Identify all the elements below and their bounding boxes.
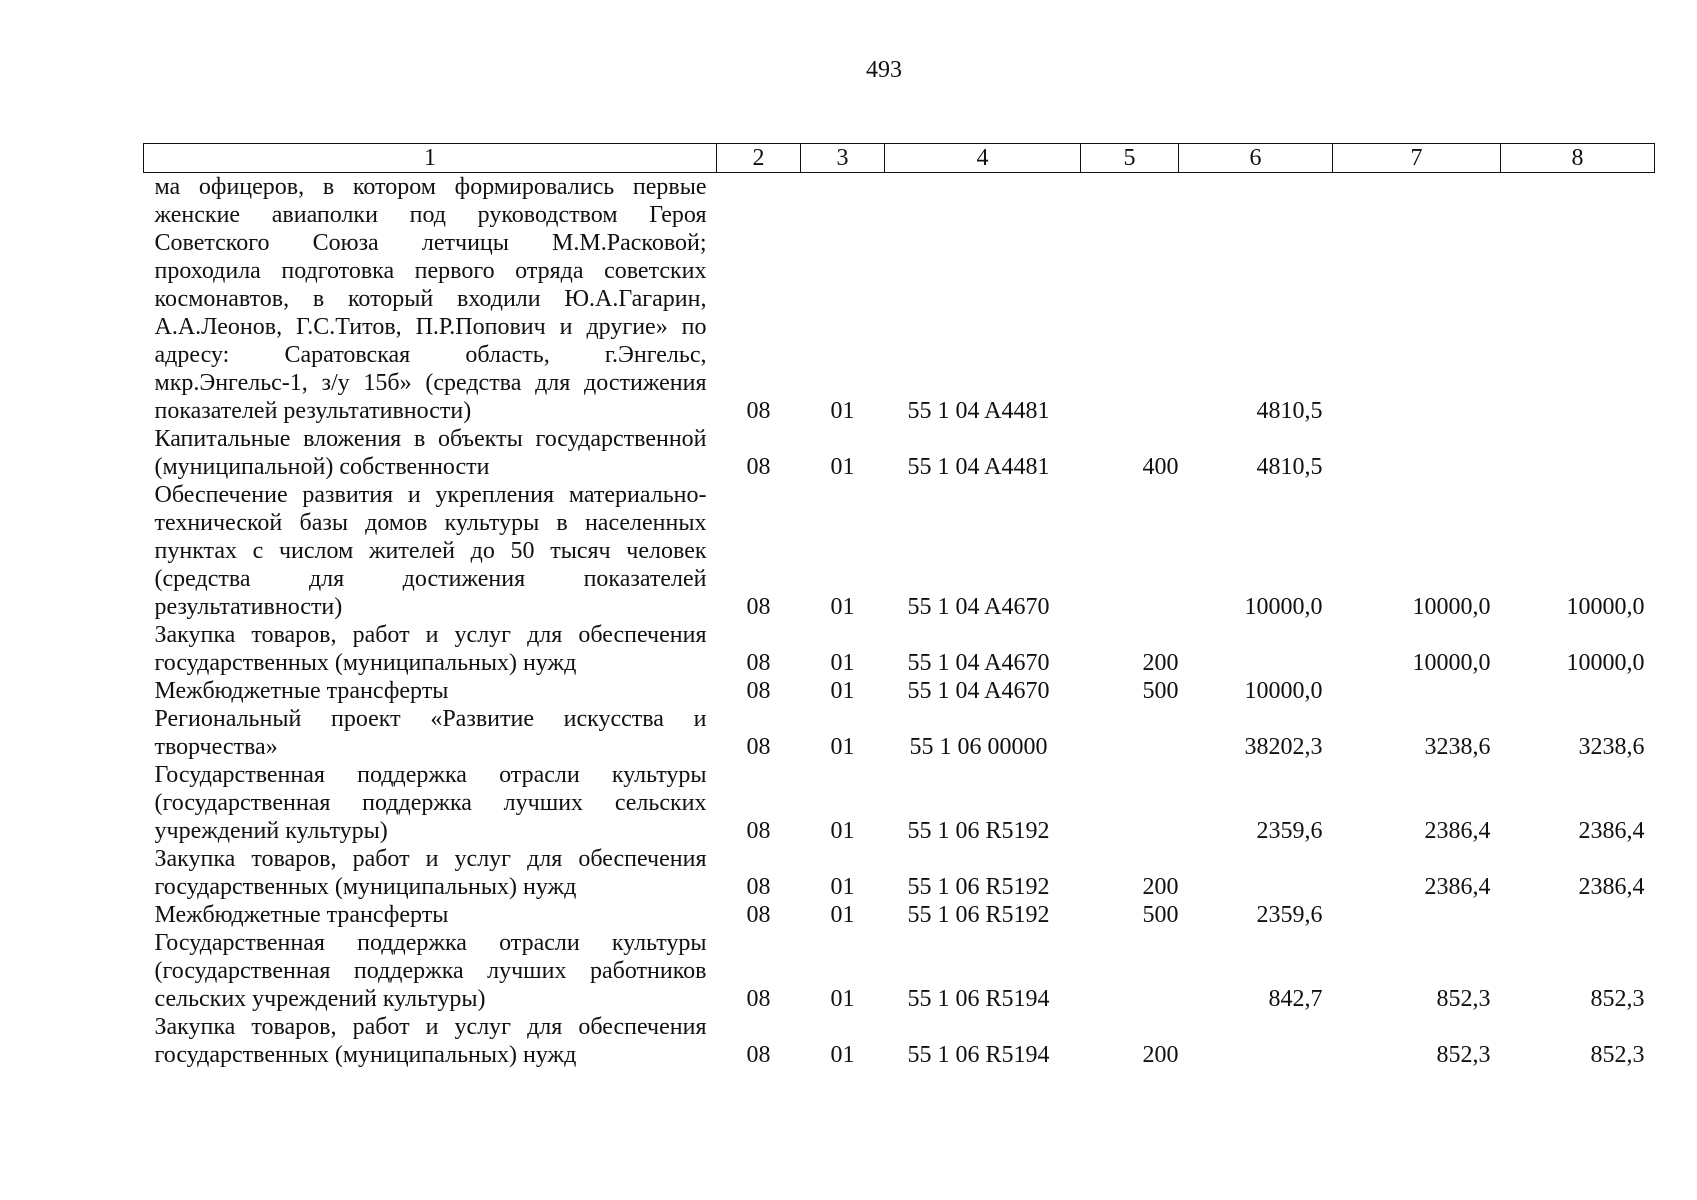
row-subsection-code: 01 xyxy=(830,650,855,676)
row-amount-col-7 xyxy=(1333,901,1501,929)
row-expense-type-code: 500 xyxy=(1142,902,1179,928)
row-amount-col-6: 10000,0 xyxy=(1244,594,1323,620)
table-row xyxy=(144,845,1655,901)
row-amount-col-7 xyxy=(1333,425,1501,481)
row-amount-col-6: 4810,5 xyxy=(1256,454,1323,480)
header-col-3: 3 xyxy=(801,144,885,173)
row-expense-type-code xyxy=(1081,929,1179,1013)
row-section-code: 08 xyxy=(746,594,771,620)
row-amount-col-6 xyxy=(1179,1013,1333,1069)
row-amount-col-6: 38202,3 xyxy=(1244,734,1323,760)
row-description: Государственная поддержка отрасли культуры (государственная поддержка лучших работников сельских учреждений культуры) xyxy=(154,930,707,1012)
row-expense-type-code xyxy=(1081,761,1179,845)
row-amount-col-8: 3238,6 xyxy=(1578,734,1645,760)
table-row xyxy=(144,677,1655,705)
row-target-article-code: 55 1 04 A4481 xyxy=(907,398,1050,424)
row-expense-type-code: 400 xyxy=(1142,454,1179,480)
table-row xyxy=(144,621,1655,677)
row-description: Межбюджетные трансферты xyxy=(154,902,449,928)
header-col-8: 8 xyxy=(1501,144,1655,173)
table-header xyxy=(144,144,1655,173)
row-section-code: 08 xyxy=(746,874,771,900)
header-col-4: 4 xyxy=(885,144,1081,173)
page-number: 493 xyxy=(866,57,902,83)
row-amount-col-6: 2359,6 xyxy=(1256,818,1323,844)
row-amount-col-8: 10000,0 xyxy=(1566,594,1645,620)
header-col-1: 1 xyxy=(144,144,717,173)
row-description: Капитальные вложения в объекты государственной (муниципальной) собственности xyxy=(154,426,707,480)
row-amount-col-8: 2386,4 xyxy=(1578,818,1645,844)
row-amount-col-7: 2386,4 xyxy=(1424,874,1491,900)
row-amount-col-6: 4810,5 xyxy=(1256,398,1323,424)
row-amount-col-6: 842,7 xyxy=(1268,986,1323,1012)
row-target-article-code: 55 1 06 R5194 xyxy=(907,1042,1050,1068)
row-subsection-code: 01 xyxy=(830,902,855,928)
row-amount-col-7: 3238,6 xyxy=(1424,734,1491,760)
row-target-article-code: 55 1 04 A4670 xyxy=(907,678,1050,704)
row-subsection-code: 01 xyxy=(830,398,855,424)
row-subsection-code: 01 xyxy=(830,594,855,620)
row-amount-col-7: 10000,0 xyxy=(1412,650,1491,676)
header-row xyxy=(144,144,1655,173)
row-subsection-code: 01 xyxy=(830,734,855,760)
row-subsection-code: 01 xyxy=(830,818,855,844)
row-expense-type-code xyxy=(1081,481,1179,621)
table-row xyxy=(144,929,1655,1013)
row-section-code: 08 xyxy=(746,818,771,844)
row-amount-col-6 xyxy=(1179,845,1333,901)
table-row xyxy=(144,1013,1655,1069)
table-body xyxy=(144,173,1655,1070)
row-subsection-code: 01 xyxy=(830,678,855,704)
table-row xyxy=(144,481,1655,621)
row-description: Закупка товаров, работ и услуг для обеспечения государственных (муниципальных) нужд xyxy=(154,846,707,900)
row-amount-col-7: 2386,4 xyxy=(1424,818,1491,844)
row-amount-col-8: 10000,0 xyxy=(1566,650,1645,676)
row-amount-col-8 xyxy=(1501,901,1655,929)
row-section-code: 08 xyxy=(746,1042,771,1068)
row-amount-col-6: 10000,0 xyxy=(1244,678,1323,704)
row-amount-col-6: 2359,6 xyxy=(1256,902,1323,928)
header-col-6: 6 xyxy=(1179,144,1333,173)
row-subsection-code: 01 xyxy=(830,454,855,480)
row-description: ма офицеров, в котором формировались первые женские авиаполки под руководством Героя Советского Союза летчицы М.М.Расковой; проходила подготовка первого отряда советских космонавтов, в который входили Ю.А.Гагарин, А.А.Леонов, Г.С.Титов, П.Р.Попович и другие» по адресу: Саратовская область, г.Энгельс, мкр.Энгельс-1, з/у 15б» (средства для достижения показателей результативности) xyxy=(154,174,707,424)
row-description: Региональный проект «Развитие искусства и творчества» xyxy=(154,706,707,760)
row-subsection-code: 01 xyxy=(830,874,855,900)
budget-table xyxy=(143,143,1655,1069)
row-expense-type-code xyxy=(1081,173,1179,426)
row-section-code: 08 xyxy=(746,986,771,1012)
row-amount-col-7: 852,3 xyxy=(1436,1042,1491,1068)
row-expense-type-code: 200 xyxy=(1142,874,1179,900)
row-expense-type-code: 200 xyxy=(1142,1042,1179,1068)
table-row xyxy=(144,173,1655,426)
row-subsection-code: 01 xyxy=(830,1042,855,1068)
row-description: Закупка товаров, работ и услуг для обеспечения государственных (муниципальных) нужд xyxy=(154,1014,707,1068)
row-amount-col-7 xyxy=(1333,173,1501,426)
row-target-article-code: 55 1 04 A4481 xyxy=(907,454,1050,480)
row-amount-col-8: 2386,4 xyxy=(1578,874,1645,900)
row-target-article-code: 55 1 04 A4670 xyxy=(907,594,1050,620)
row-amount-col-7: 852,3 xyxy=(1436,986,1491,1012)
row-target-article-code: 55 1 06 R5192 xyxy=(907,902,1050,928)
row-amount-col-8 xyxy=(1501,425,1655,481)
table-row xyxy=(144,425,1655,481)
row-section-code: 08 xyxy=(746,902,771,928)
row-target-article-code: 55 1 06 R5192 xyxy=(907,874,1050,900)
row-section-code: 08 xyxy=(746,678,771,704)
row-amount-col-8 xyxy=(1501,677,1655,705)
table-row xyxy=(144,901,1655,929)
row-description: Государственная поддержка отрасли культуры (государственная поддержка лучших сельских учреждений культуры) xyxy=(154,762,707,844)
row-amount-col-8: 852,3 xyxy=(1590,986,1645,1012)
row-description: Обеспечение развития и укрепления материально-технической базы домов культуры в населенных пунктах с числом жителей до 50 тысяч человек (средства для достижения показателей результативности) xyxy=(154,482,707,620)
header-col-7: 7 xyxy=(1333,144,1501,173)
row-amount-col-8: 852,3 xyxy=(1590,1042,1645,1068)
row-section-code: 08 xyxy=(746,454,771,480)
table-row xyxy=(144,705,1655,761)
row-section-code: 08 xyxy=(746,398,771,424)
row-expense-type-code: 200 xyxy=(1142,650,1179,676)
row-amount-col-6 xyxy=(1179,621,1333,677)
row-amount-col-7 xyxy=(1333,677,1501,705)
row-section-code: 08 xyxy=(746,734,771,760)
row-target-article-code: 55 1 06 00000 xyxy=(909,734,1048,760)
row-target-article-code: 55 1 06 R5192 xyxy=(907,818,1050,844)
row-amount-col-7: 10000,0 xyxy=(1412,594,1491,620)
row-amount-col-8 xyxy=(1501,173,1655,426)
row-description: Межбюджетные трансферты xyxy=(154,678,449,704)
row-description: Закупка товаров, работ и услуг для обеспечения государственных (муниципальных) нужд xyxy=(154,622,707,676)
row-subsection-code: 01 xyxy=(830,986,855,1012)
header-col-2: 2 xyxy=(717,144,801,173)
row-expense-type-code xyxy=(1081,705,1179,761)
row-target-article-code: 55 1 06 R5194 xyxy=(907,986,1050,1012)
row-target-article-code: 55 1 04 A4670 xyxy=(907,650,1050,676)
row-expense-type-code: 500 xyxy=(1142,678,1179,704)
row-section-code: 08 xyxy=(746,650,771,676)
table-row xyxy=(144,761,1655,845)
header-col-5: 5 xyxy=(1081,144,1179,173)
